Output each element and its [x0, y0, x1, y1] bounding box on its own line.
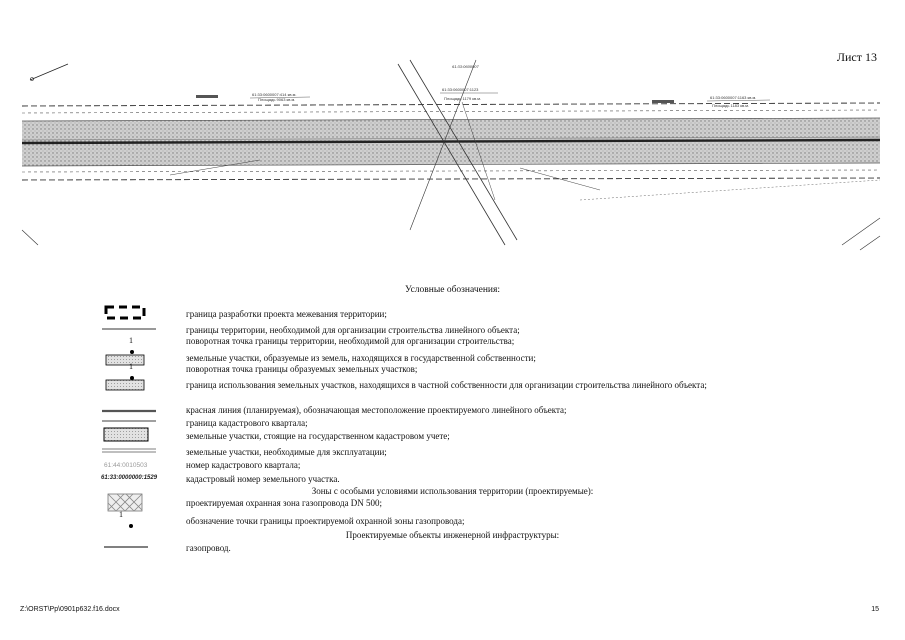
boundary-line-top	[22, 103, 880, 106]
point-number-3: 1	[119, 510, 123, 519]
sheet-number: Лист 13	[836, 50, 877, 64]
parcel-number-sample: 61:33:0000000:1529	[101, 475, 158, 481]
zone-item-2: обозначение точки границы проектируемой охранной зоны газопровода;	[186, 516, 465, 526]
legend-item-10: земельные участки, необходимые для эксплуатации;	[186, 447, 387, 457]
legend-item-7: красная линия (планируемая), обозначающая местоположение проектируемого линейного объекта;	[186, 405, 567, 415]
legend-item-6: граница использования земельных участков, находящихся в частной собственности для организации строительства линейного объекта;	[186, 380, 707, 390]
point-number-1: 1	[129, 336, 133, 345]
legend-item-3: поворотная точка границы территории, необходимой для организации строительства;	[186, 336, 515, 346]
boundary-line-bottom	[22, 178, 880, 180]
legend-item-5: поворотная точка границы образуемых земельных участков;	[186, 364, 418, 374]
legend-item-8: граница кадастрового квартала;	[186, 418, 308, 428]
svg-text:Площадь 1183 кв.м.: Площадь 1183 кв.м.	[712, 103, 750, 108]
svg-text:Площадь 9063 кв.м.: Площадь 9063 кв.м.	[258, 97, 296, 102]
registered-parcel-symbol	[104, 428, 148, 441]
project-boundary-symbol	[106, 307, 144, 318]
svg-text:61:33:0600007:1123: 61:33:0600007:1123	[442, 87, 479, 92]
state-parcel-symbol	[106, 355, 144, 365]
svg-text:61:33:0600007:414 кв.м.: 61:33:0600007:414 кв.м.	[252, 92, 297, 97]
turning-point-symbol	[130, 350, 134, 354]
legend-item-11: номер кадастрового квартала;	[186, 460, 301, 470]
legend-item-4: земельные участки, образуемые из земель, находящихся в государственной собственности;	[186, 353, 536, 363]
zones-heading: Зоны с особыми условиями использования территории (проектируемые):	[311, 486, 594, 496]
footer-path: Z:\ORST\Pp\0901p632.f16.docx	[20, 606, 120, 613]
legend-symbols	[98, 304, 158, 556]
engineering-item-1: газопровод.	[186, 543, 231, 553]
private-land-symbol	[106, 380, 144, 390]
point-number-2: 1	[129, 362, 133, 371]
engineering-heading: Проектируемые объекты инженерной инфраструктуры:	[345, 530, 560, 540]
zone-point-symbol	[129, 524, 133, 528]
footer-page-number: 15	[871, 606, 879, 613]
legend-item-9: земельные участки, стоящие на государственном кадастровом учете;	[186, 431, 450, 441]
legend-item-1: граница разработки проекта межевания территории;	[186, 309, 387, 319]
legend-title: Условные обозначения:	[404, 285, 500, 295]
svg-text:61:33:0600007: 61:33:0600007	[452, 64, 479, 69]
quarter-number-sample: 61:44:0010503	[104, 462, 148, 469]
zone-item-1: проектируемая охранная зона газопровода DN 500;	[186, 498, 383, 508]
north-arrow-icon	[30, 64, 68, 81]
svg-text:Площадь 1179 кв.м.: Площадь 1179 кв.м.	[444, 96, 482, 101]
legend-item-12: кадастровый номер земельного участка.	[186, 474, 340, 484]
svg-text:61:33:0600007:1163 кв.м.: 61:33:0600007:1163 кв.м.	[710, 95, 757, 100]
legend-item-2: границы территории, необходимой для организации строительства линейного объекта;	[186, 325, 520, 335]
cadastral-map	[0, 0, 905, 270]
